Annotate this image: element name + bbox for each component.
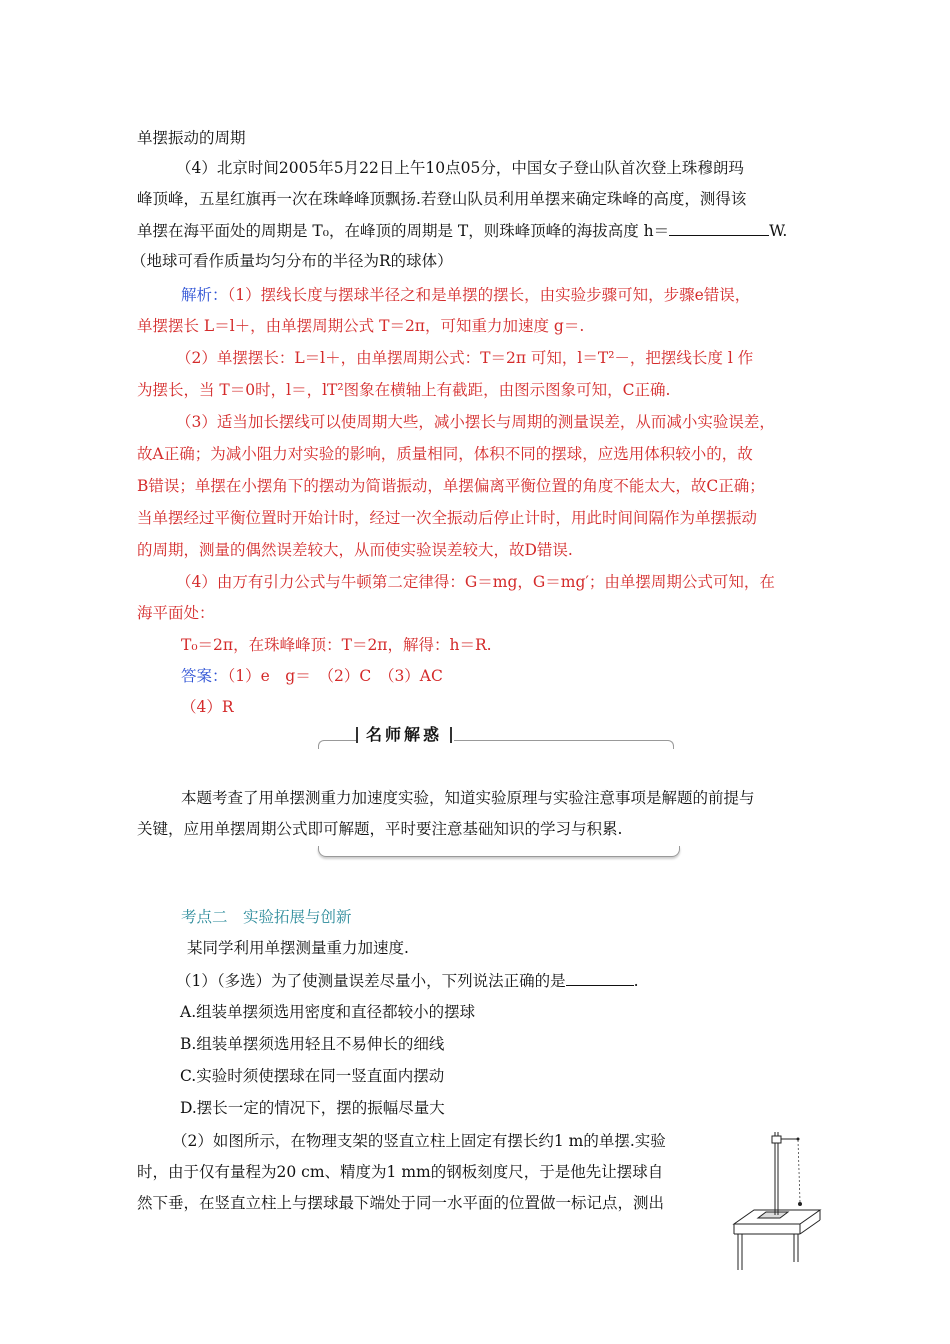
answer-label: 答案： [181,667,228,685]
option-d: D.摆长一定的情况下，摆的振幅尽量大 [180,1099,445,1117]
answer-text: （1）e g＝ （2）C （3）AC [227,667,443,685]
text-span: W. [769,222,788,240]
teacher-box-text: 本题考查了用单摆测重力加速度实验，知道实验原理与实验注意事项是解题的前提与 [181,789,755,807]
analysis-line: 故A正确；为减小阻力对实验的影响，质量相同，体积不同的摆球，应选用体积较小的，故 [137,445,753,463]
answer-blank [566,970,634,986]
option-a: A.组装单摆须选用密度和直径都较小的摆球 [180,1003,476,1021]
option-b: B.组装单摆须选用轻且不易伸长的细线 [180,1035,445,1053]
analysis-line: B错误；单摆在小摆角下的摆动为简谐振动，单摆偏离平衡位置的角度不能太大，故C正确； [137,477,765,495]
analysis-line: 当单摆经过平衡位置时开始计时，经过一次全振动后停止计时，用此时间间隔作为单摆振动 [137,509,758,527]
answer-line [181,666,443,686]
teacher-box-text: 关键，应用单摆周期公式即可解题，平时要注意基础知识的学习与积累. [137,820,623,838]
text-line [137,220,787,241]
text-line: （4）北京时间2005年5月22日上午10点05分，中国女子登山队首次登上珠穆朗玛 [176,159,744,177]
analysis-line: 为摆长，当 T＝0时，l＝，lT²图象在横轴上有截距，由图示图象可知，C正确. [137,381,671,399]
text-line: 某同学利用单摆测量重力加速度. [187,939,409,957]
teacher-box-title [356,723,452,747]
pendulum-stand-figure [728,1122,830,1272]
question-text: （1）（多选）为了使测量误差尽量小，下列说法正确的是 [176,972,566,990]
text-line: 峰顶峰，五星红旗再一次在珠峰峰顶飘扬.若登山队员利用单摆来确定珠峰的高度，测得该 [137,190,747,208]
analysis-line: （4）由万有引力公式与牛顿第二定律得：G＝mg，G＝mg′；由单摆周期公式可知，在 [176,573,775,591]
text-span: 单摆在海平面处的周期是 T₀，在峰顶的周期是 T，则珠峰顶峰的海拔高度 h＝ [137,222,670,240]
question-line: 时，由于仅有量程为20 cm、精度为1 mm的钢板刻度尺，于是他先让摆球自 [137,1163,664,1181]
question-line: （2）如图所示，在物理支架的竖直立柱上固定有摆长约1 m的单摆.实验 [172,1132,666,1150]
section-heading: 考点二 实验拓展与创新 [181,908,352,926]
teacher-box-bottom-border [318,846,680,857]
analysis-line [181,285,750,305]
answer-line: （4）R [181,698,234,716]
analysis-text: （1）摆线长度与摆球半径之和是单摆的摆长，由实验步骤可知，步骤e错误， [227,286,751,304]
analysis-line: （3）适当加长摆线可以使周期大些，减小摆长与周期的测量误差，从而减小实验误差， [176,413,775,431]
answer-blank [669,220,769,236]
analysis-line: 的周期，测量的偶然误差较大，从而使实验误差较大，故D错误. [137,541,573,559]
text-line: 单摆振动的周期 [137,129,246,147]
question-line [176,970,639,991]
analysis-line: （2）单摆摆长：L＝l＋，由单摆周期公式：T＝2π 可知，l＝T²－，把摆线长度 l 作 [176,349,754,367]
analysis-line: 单摆摆长 L＝l＋，由单摆周期公式 T＝2π，可知重力加速度 g＝. [137,317,585,335]
text-line: （地球可看作质量均匀分布的半径为R的球体） [131,252,453,270]
question-text: . [633,972,639,990]
analysis-line: T₀＝2π，在珠峰峰顶：T＝2π，解得：h＝R. [181,636,492,654]
analysis-label: 解析： [181,286,228,304]
question-line: 然下垂，在竖直立柱上与摆球最下端处于同一水平面的位置做一标记点，测出 [137,1194,665,1212]
teacher-box-title-text: 名师解惑 [365,725,442,744]
option-c: C.实验时须使摆球在同一竖直面内摆动 [180,1067,445,1085]
analysis-line: 海平面处： [137,604,215,622]
